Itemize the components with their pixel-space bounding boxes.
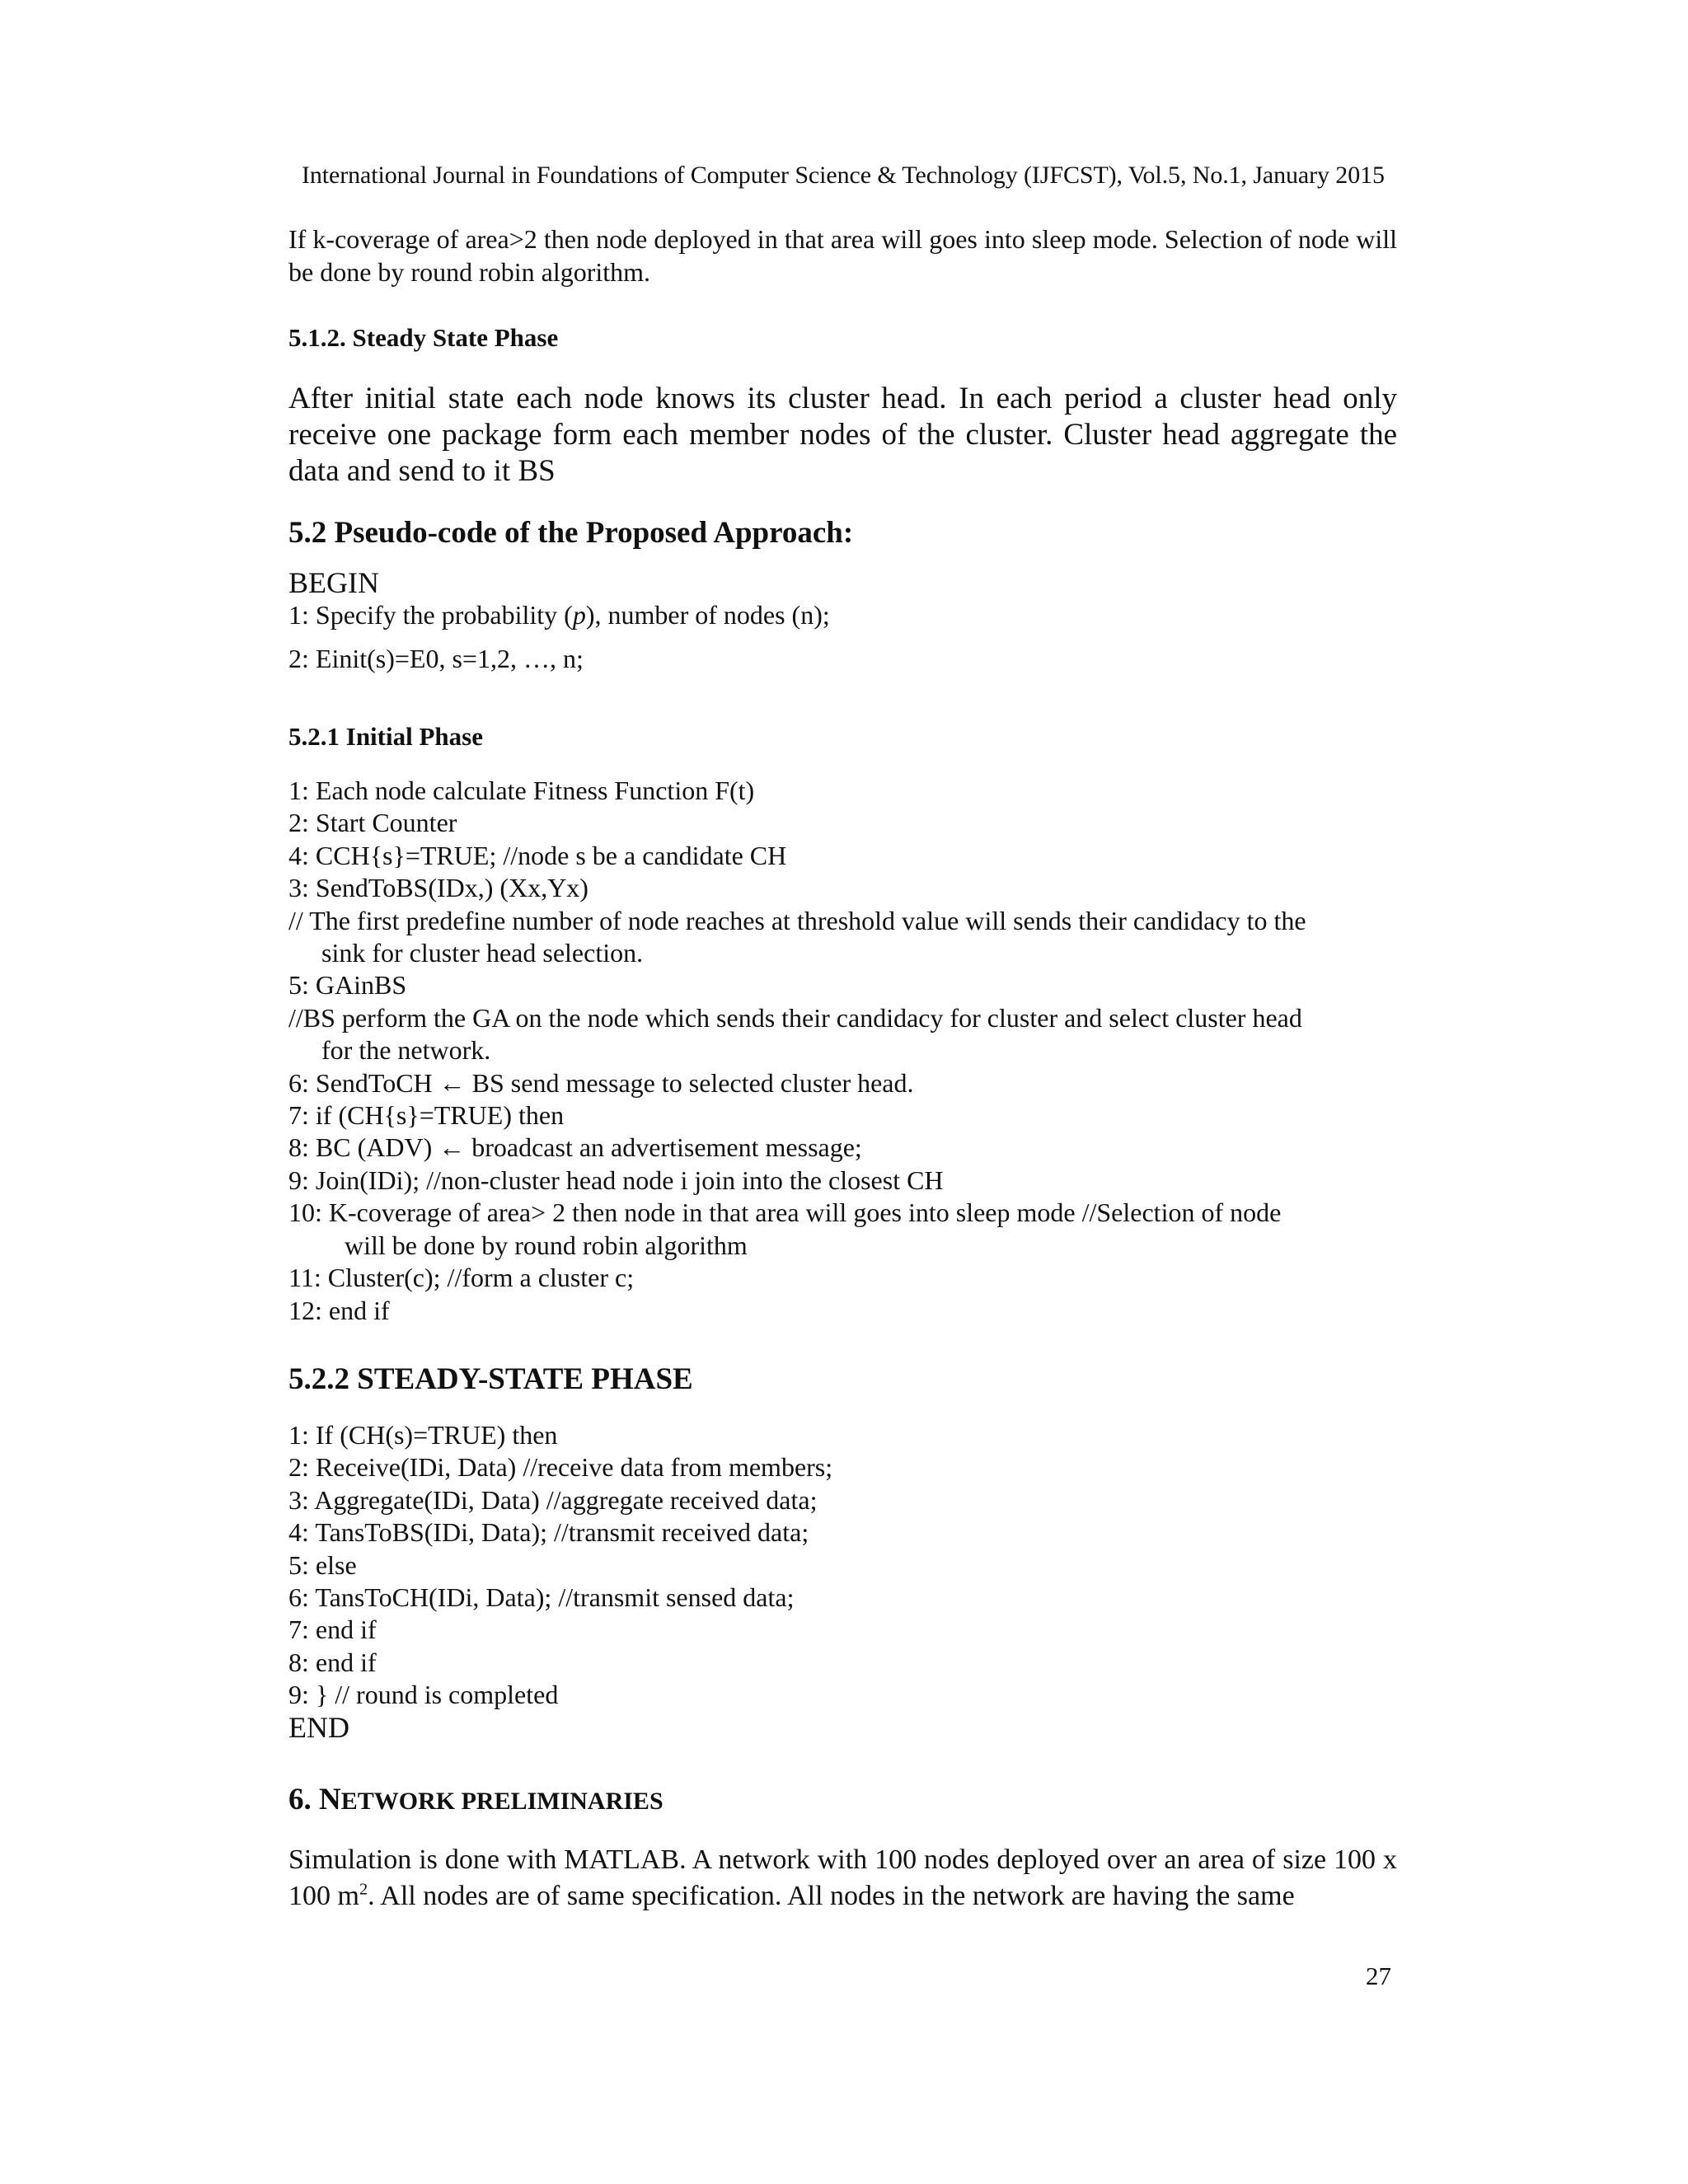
section-heading-5-1-2: 5.1.2. Steady State Phase [288, 323, 559, 352]
pseudocode-line: 9: Join(IDi); //non-cluster head node i join into the closest CH [288, 1165, 944, 1195]
begin-keyword: BEGIN [288, 566, 379, 599]
pseudocode-line: 3: SendToBS(IDx,) (Xx,Yx) [288, 873, 588, 903]
pseudocode-line: 6: SendToCH ← BS send message to selected cluster head. [288, 1067, 914, 1098]
pseudocode-line: 8: BC (ADV) ← broadcast an advertisement message; [288, 1132, 862, 1163]
running-header: International Journal in Foundations of Computer Science & Technology (IJFCST), Vol.5, No.1, January 2015 [302, 162, 1385, 189]
pseudocode-line: 5: else [288, 1549, 357, 1580]
steady-state-pseudocode [288, 1419, 1397, 1744]
section-heading-5-2: 5.2 Pseudo-code of the Proposed Approach: [288, 516, 854, 550]
pseudocode-line: 1: If (CH(s)=TRUE) then [288, 1420, 558, 1450]
pseudocode-comment: // The first predefine number of node reaches at threshold value will sends their candidacy to the [288, 905, 1306, 935]
pseudocode-comment-continuation: sink for cluster head selection. [321, 938, 644, 968]
pseudocode-line: 4: CCH{s}=TRUE; //node s be a candidate CH [288, 840, 787, 870]
pseudocode-line: 11: Cluster(c); //form a cluster c; [288, 1263, 635, 1293]
pseudocode-line: 8: end if [288, 1647, 377, 1677]
pseudocode-line: 9: } // round is completed [288, 1680, 559, 1710]
pseudocode-comment: //BS perform the GA on the node which sends their candidacy for cluster and select cluster head [288, 1002, 1302, 1033]
pseudocode-line: 1: Each node calculate Fitness Function F(t) [288, 776, 755, 805]
pseudocode-line: 2: Start Counter [288, 808, 457, 838]
pseudocode-line: 1: Specify the probability (p), number of nodes (n); [288, 600, 830, 630]
section-heading-5-2-1: 5.2.1 Initial Phase [288, 722, 483, 751]
pseudocode-line: 10: K-coverage of area> 2 then node in that area will goes into sleep mode //Selection of node [288, 1197, 1282, 1228]
page-number: 27 [1366, 1961, 1391, 1990]
pseudocode-line: 2: Receive(IDi, Data) //receive data from members; [288, 1452, 833, 1483]
pseudocode-line: 12: end if [288, 1295, 390, 1325]
end-keyword: END [288, 1710, 349, 1744]
initial-phase-pseudocode [288, 775, 1397, 1327]
pseudocode-line: 7: end if [288, 1615, 377, 1645]
intro-paragraph: If k-coverage of area>2 then node deployed in that area will goes into sleep mode. Selection of node will be done by round robin algorithm. [288, 224, 1397, 287]
pseudocode-line: 6: TansToCH(IDi, Data); //transmit sensed data; [288, 1582, 795, 1613]
pseudocode-line: 2: Einit(s)=E0, s=1,2, …, n; [288, 643, 584, 673]
pseudocode-line: 7: if (CH{s}=TRUE) then [288, 1100, 565, 1131]
pseudocode-preamble [288, 567, 1397, 675]
pseudocode-line-continuation: will be done by round robin algorithm [345, 1230, 748, 1260]
steady-state-paragraph: After initial state each node knows its cluster head. In each period a cluster head only receive one package form each member nodes of the cluster. Cluster head aggregate the data and send to it BS [288, 382, 1397, 488]
pseudocode-line: 3: Aggregate(IDi, Data) //aggregate received data; [288, 1484, 818, 1515]
pseudocode-comment-continuation: for the network. [321, 1035, 491, 1066]
section-heading-5-2-2: 5.2.2 STEADY-STATE PHASE [288, 1362, 693, 1396]
network-preliminaries-paragraph: Simulation is done with MATLAB. A network with 100 nodes deployed over an area of size 100 x 100 $m^2$. All nodes are of same specification. All nodes in the network are having the same [288, 1844, 1397, 1911]
section-heading-6: 6. NETWORK PRELIMINARIES [288, 1783, 663, 1816]
pseudocode-line: 5: GAinBS [288, 970, 407, 1001]
pseudocode-line: 4: TansToBS(IDi, Data); //transmit received data; [288, 1517, 809, 1548]
